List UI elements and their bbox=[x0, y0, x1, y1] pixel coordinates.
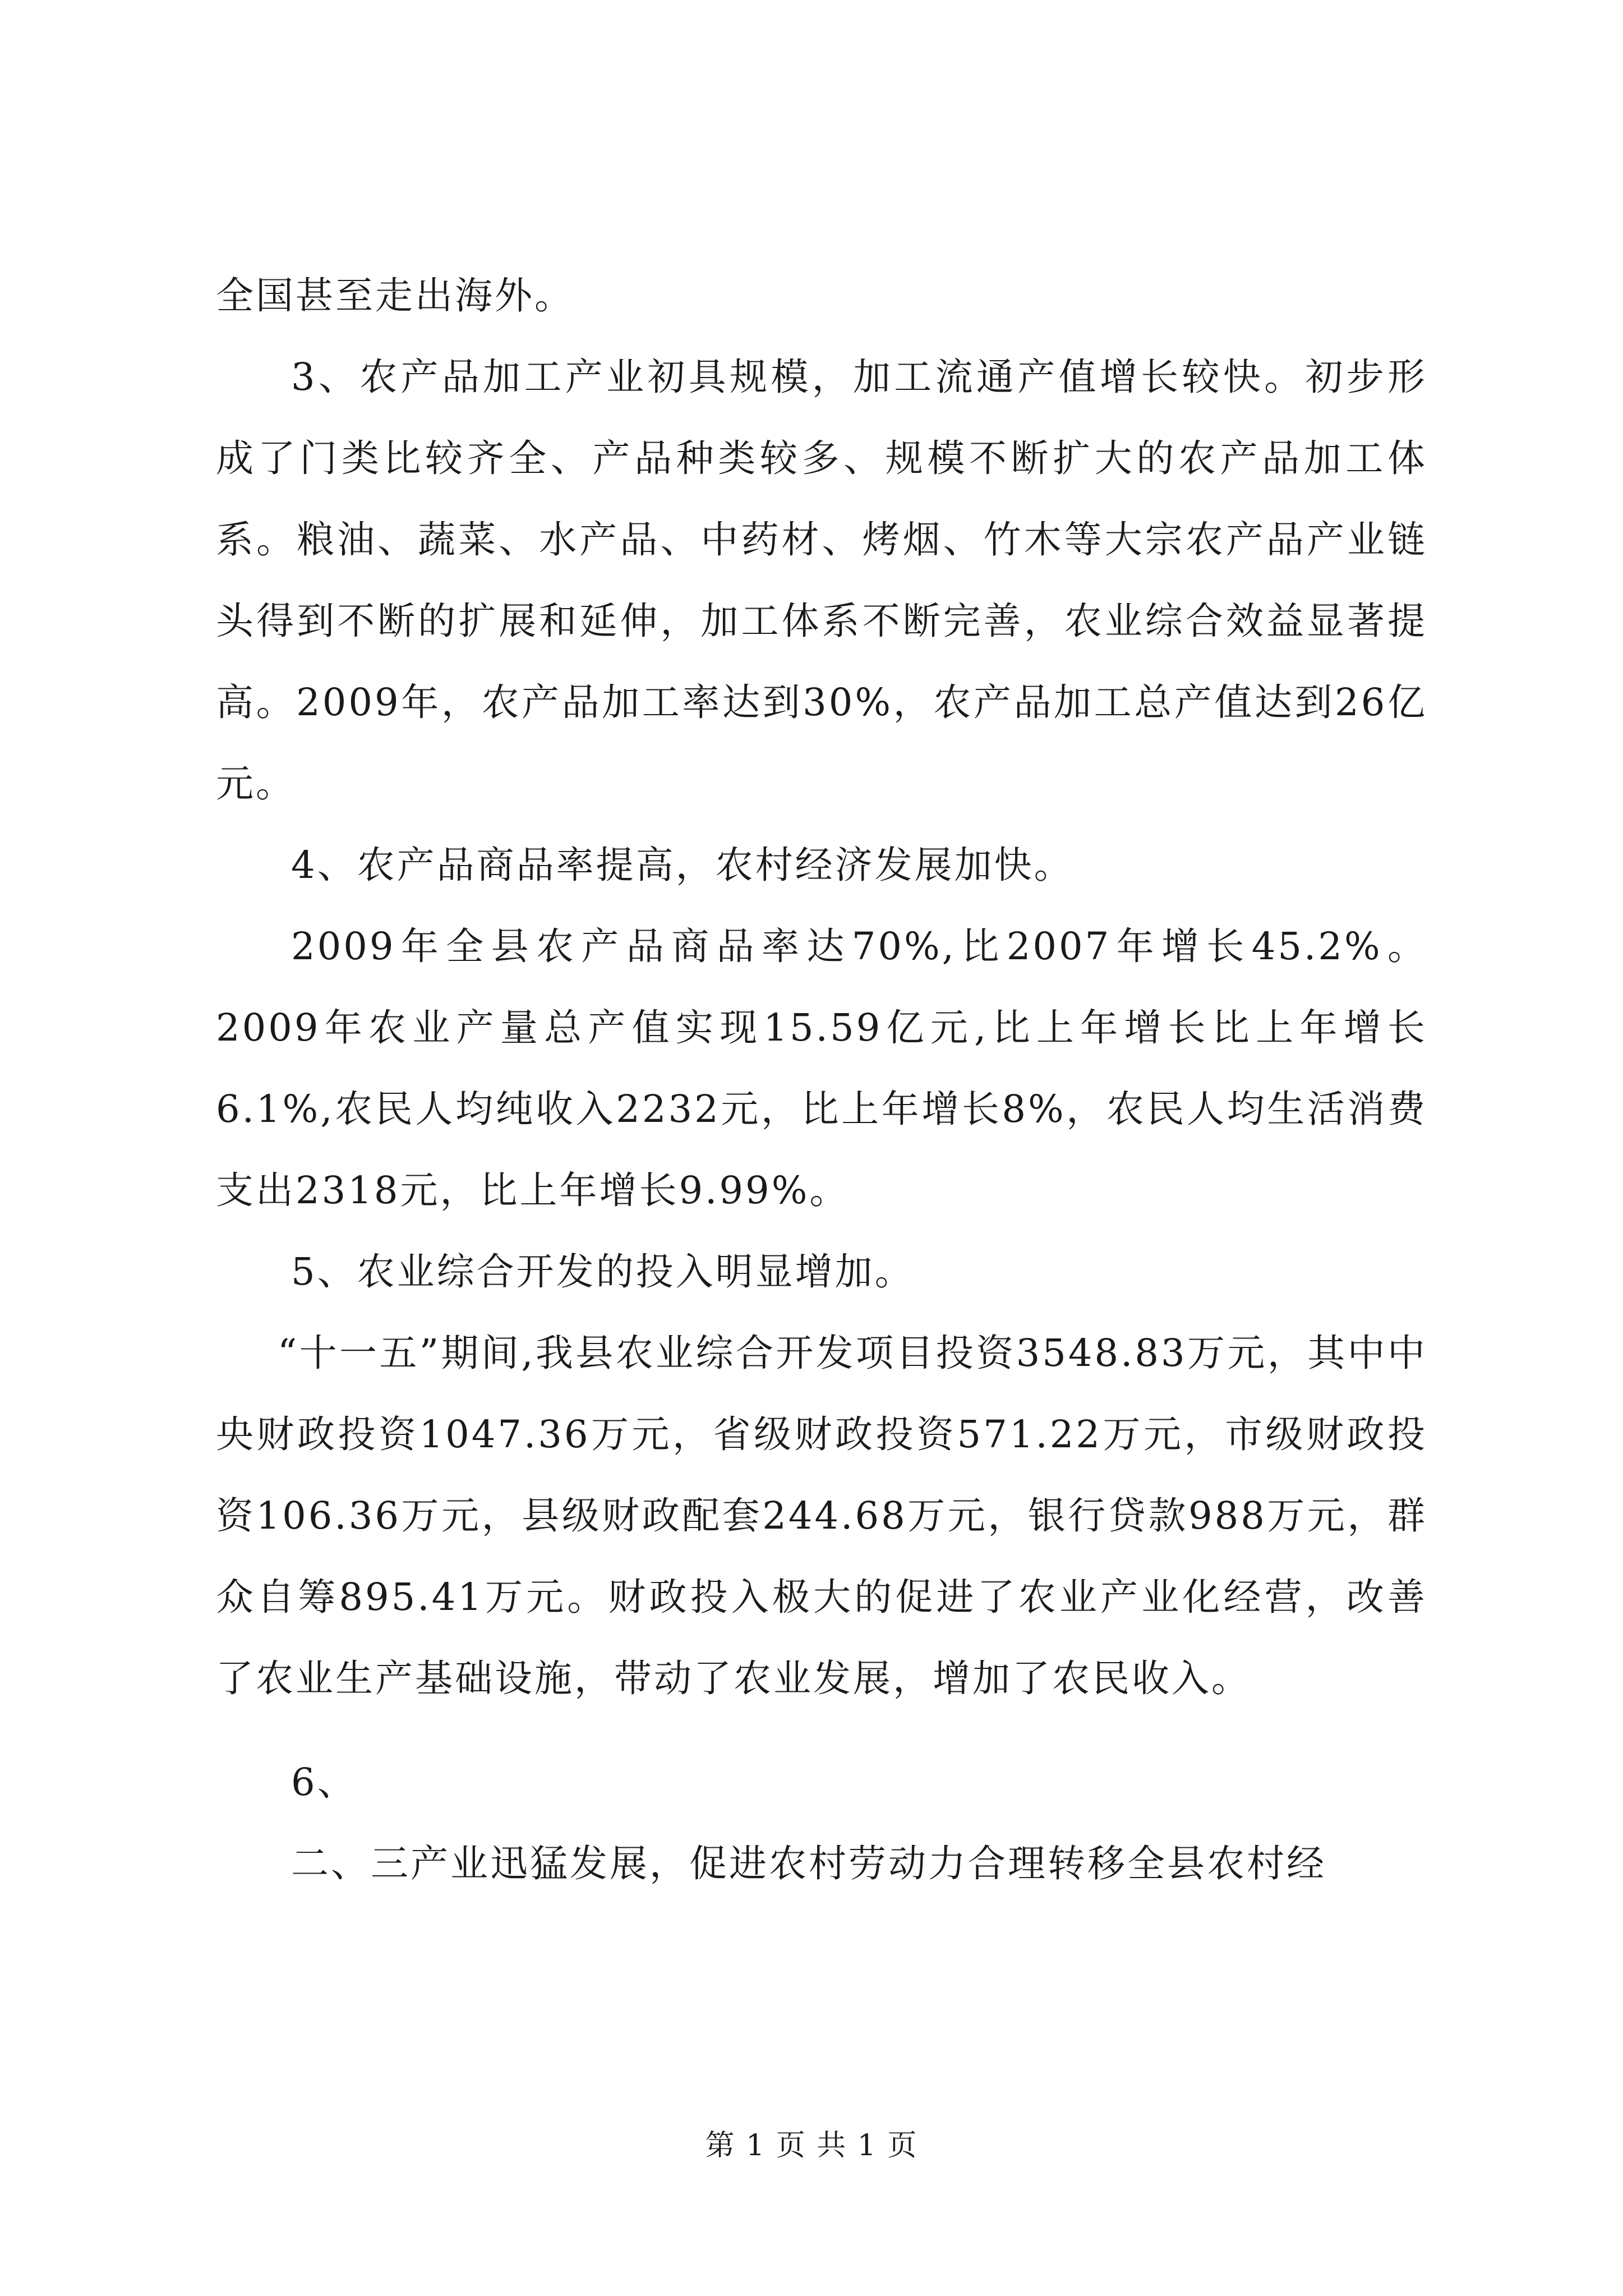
paragraph-item-5: 5、农业综合开发的投入明显增加。 bbox=[291, 1250, 915, 1294]
paragraph-section-2-3: 二、三产业迅猛发展，促进农村劳动力合理转移全县农村经 bbox=[291, 1842, 1326, 1885]
paragraph-commodity-rate: 2009年全县农产品商品率达70%,比2007年增长45.2%。2009年农业产量总产值实现15.59亿元,比上年增长比上年增长6.1%,农民人均纯收入2232元，比上年增长8%，农民人均生活消费支出2318元，比上年增长9.99%。 bbox=[216, 924, 1427, 1212]
paragraph-continuation: 全国甚至走出海外。 bbox=[216, 274, 574, 318]
document-body bbox=[216, 255, 1427, 1904]
paragraph-investment: “十一五”期间,我县农业综合开发项目投资3548.83万元，其中中央财政投资1047.36万元，省级财政投资571.22万元，市级财政投资106.36万元，县级财政配套244.68万元，银行贷款988万元，群众自筹895.41万元。财政投入极大的促进了农业产业化经营，改善了农业生产基础设施，带动了农业发展，增加了农民收入。 bbox=[216, 1331, 1427, 1700]
paragraph-item-4: 4、农产品商品率提高，农村经济发展加快。 bbox=[291, 843, 1074, 887]
page-footer: 第 1 页 共 1 页 bbox=[705, 2129, 918, 2162]
paragraph-item-3: 3、农产品加工产业初具规模，加工流通产值增长较快。初步形成了门类比较齐全、产品种类较多、规模不断扩大的农产品加工体系。粮油、蔬菜、水产品、中药材、烤烟、竹木等大宗农产品产业链头得到不断的扩展和延伸，加工体系不断完善，农业综合效益显著提高。2009年，农产品加工率达到30%，农产品加工总产值达到26亿元。 bbox=[216, 355, 1427, 806]
paragraph-item-6: 6、 bbox=[291, 1760, 357, 1804]
